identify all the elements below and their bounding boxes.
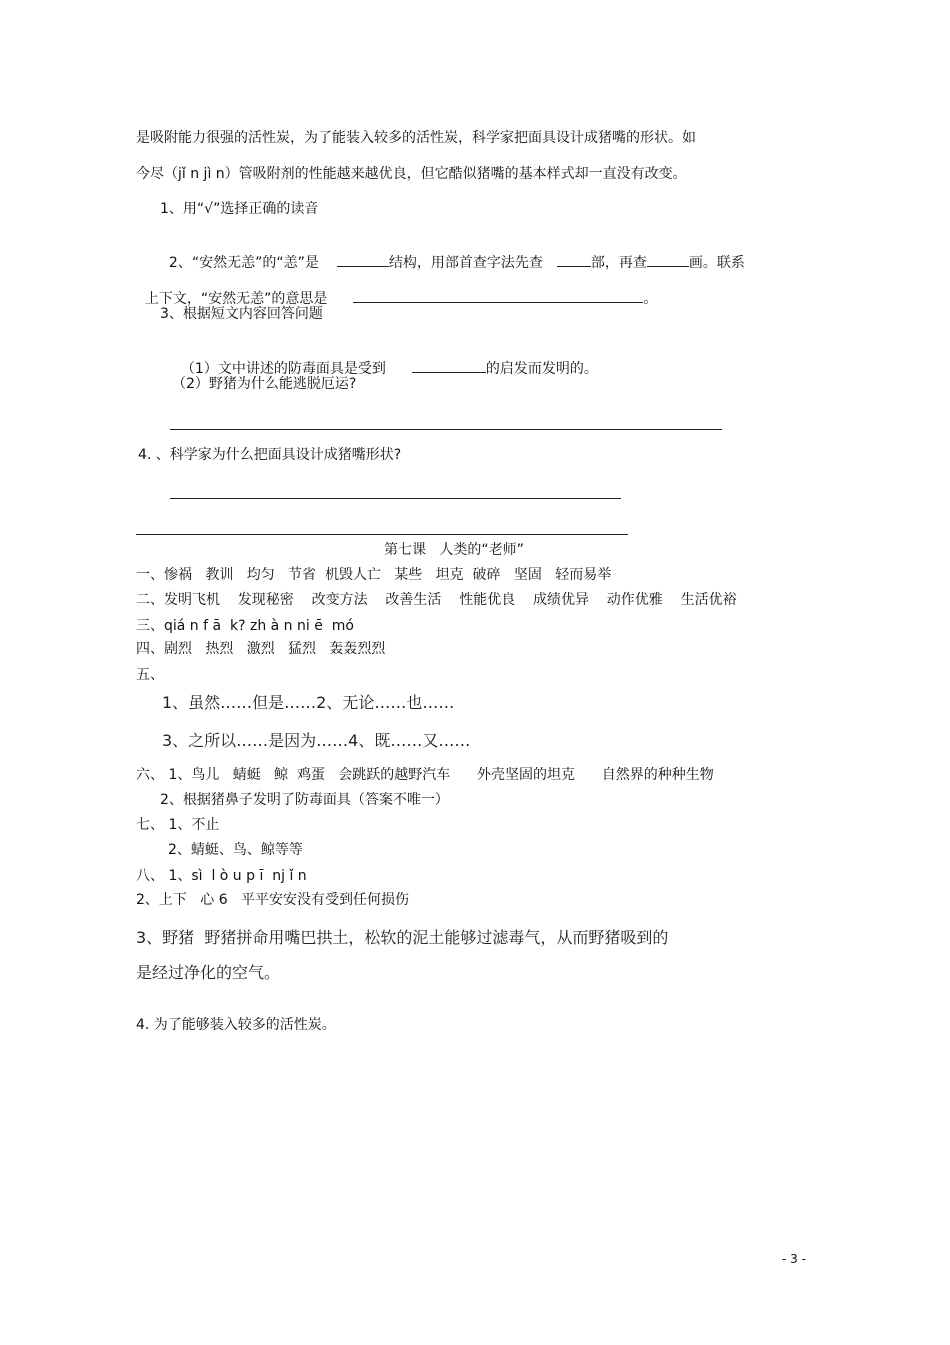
question-2-text-e: 上下文，“安然无恙”的意思是 xyxy=(144,291,328,307)
answer-blank-inspiration[interactable] xyxy=(412,358,486,373)
answer-8-2: 2、上下 心 6 平平安安没有受到任何损伤 xyxy=(136,892,409,908)
answer-blank-radical[interactable] xyxy=(557,252,591,267)
answer-blank-meaning[interactable] xyxy=(353,288,643,303)
question-3-1-text-a: （1）文中讲述的防毒面具是受到 xyxy=(180,361,386,377)
answer-blank-structure[interactable] xyxy=(337,252,389,267)
answer-6: 六、 1、鸟儿 蜻蜓 鲸 鸡蛋 会跳跃的越野汽车 外壳坚固的坦克 自然界的种种生物 xyxy=(136,767,714,783)
answer-7: 七、 1、不止 xyxy=(136,817,220,833)
answer-line-4b[interactable] xyxy=(136,534,628,535)
answer-3: 三、qiá n f ā k? zh à n ni ē mó xyxy=(136,618,354,634)
page-number: - 3 - xyxy=(782,1252,806,1266)
question-4: 4. 、科学家为什么把面具设计成猪嘴形状? xyxy=(138,447,402,463)
question-2 xyxy=(160,234,745,272)
question-2-text-f: 。 xyxy=(643,291,658,307)
question-2-text-b: 结构，用部首查字法先查 xyxy=(388,255,543,271)
question-1: 1、用“√”选择正确的读音 xyxy=(160,201,319,217)
question-2-text-d: 画。联系 xyxy=(688,255,745,271)
passage-line-2: 今尽（jǐ n jì n）管吸附剂的性能越来越优良，但它酷似猪嘴的基本样式却一直没有改变。 xyxy=(136,166,687,182)
question-2-text-a: 2、“安然无恙”的“恙”是 xyxy=(168,255,319,271)
question-2-line-2 xyxy=(136,270,657,308)
answer-line-4a[interactable] xyxy=(170,498,621,499)
question-3-1 xyxy=(172,340,598,378)
answer-1: 一、惨祸 教训 均匀 节省 机毁人亡 某些 坦克 破碎 坚固 轻而易举 xyxy=(136,567,612,583)
answer-5-1: 1、虽然……但是……2、无论……也…… xyxy=(162,693,455,712)
answer-8-3-cont: 是经过净化的空气。 xyxy=(136,963,281,982)
answer-title: 第七课 人类的“老师” xyxy=(384,542,524,558)
question-3: 3、根据短文内容回答问题 xyxy=(160,306,323,322)
answer-blank-strokes[interactable] xyxy=(647,252,689,267)
answer-8-4: 4. 为了能够装入较多的活性炭。 xyxy=(136,1017,336,1033)
answer-2: 二、发明飞机 发现秘密 改变方法 改善生活 性能优良 成绩优异 动作优雅 生活优裕 xyxy=(136,592,737,608)
answer-5: 五、 xyxy=(136,667,164,683)
answer-6-2: 2、根据猪鼻子发明了防毒面具（答案不唯一） xyxy=(160,792,449,808)
answer-line-3-2[interactable] xyxy=(170,429,722,430)
answer-8: 八、 1、sì l ò u p ī nj ǐ n xyxy=(136,868,307,884)
answer-8-3: 3、野猪 野猪拼命用嘴巴拱土，松软的泥土能够过滤毒气，从而野猪吸到的 xyxy=(136,928,669,947)
question-3-2: （2）野猪为什么能逃脱厄运? xyxy=(172,376,357,392)
answer-4: 四、剧烈 热烈 激烈 猛烈 轰轰烈烈 xyxy=(136,641,386,657)
passage-line-1: 是吸附能力很强的活性炭，为了能装入较多的活性炭，科学家把面具设计成猪嘴的形状。如 xyxy=(136,130,696,146)
answer-5-2: 3、之所以……是因为……4、既……又…… xyxy=(162,731,471,750)
question-2-text-c: 部，再查 xyxy=(590,255,647,271)
question-3-1-text-b: 的启发而发明的。 xyxy=(485,361,598,377)
answer-7-2: 2、蜻蜓、鸟、鲸等等 xyxy=(168,842,303,858)
